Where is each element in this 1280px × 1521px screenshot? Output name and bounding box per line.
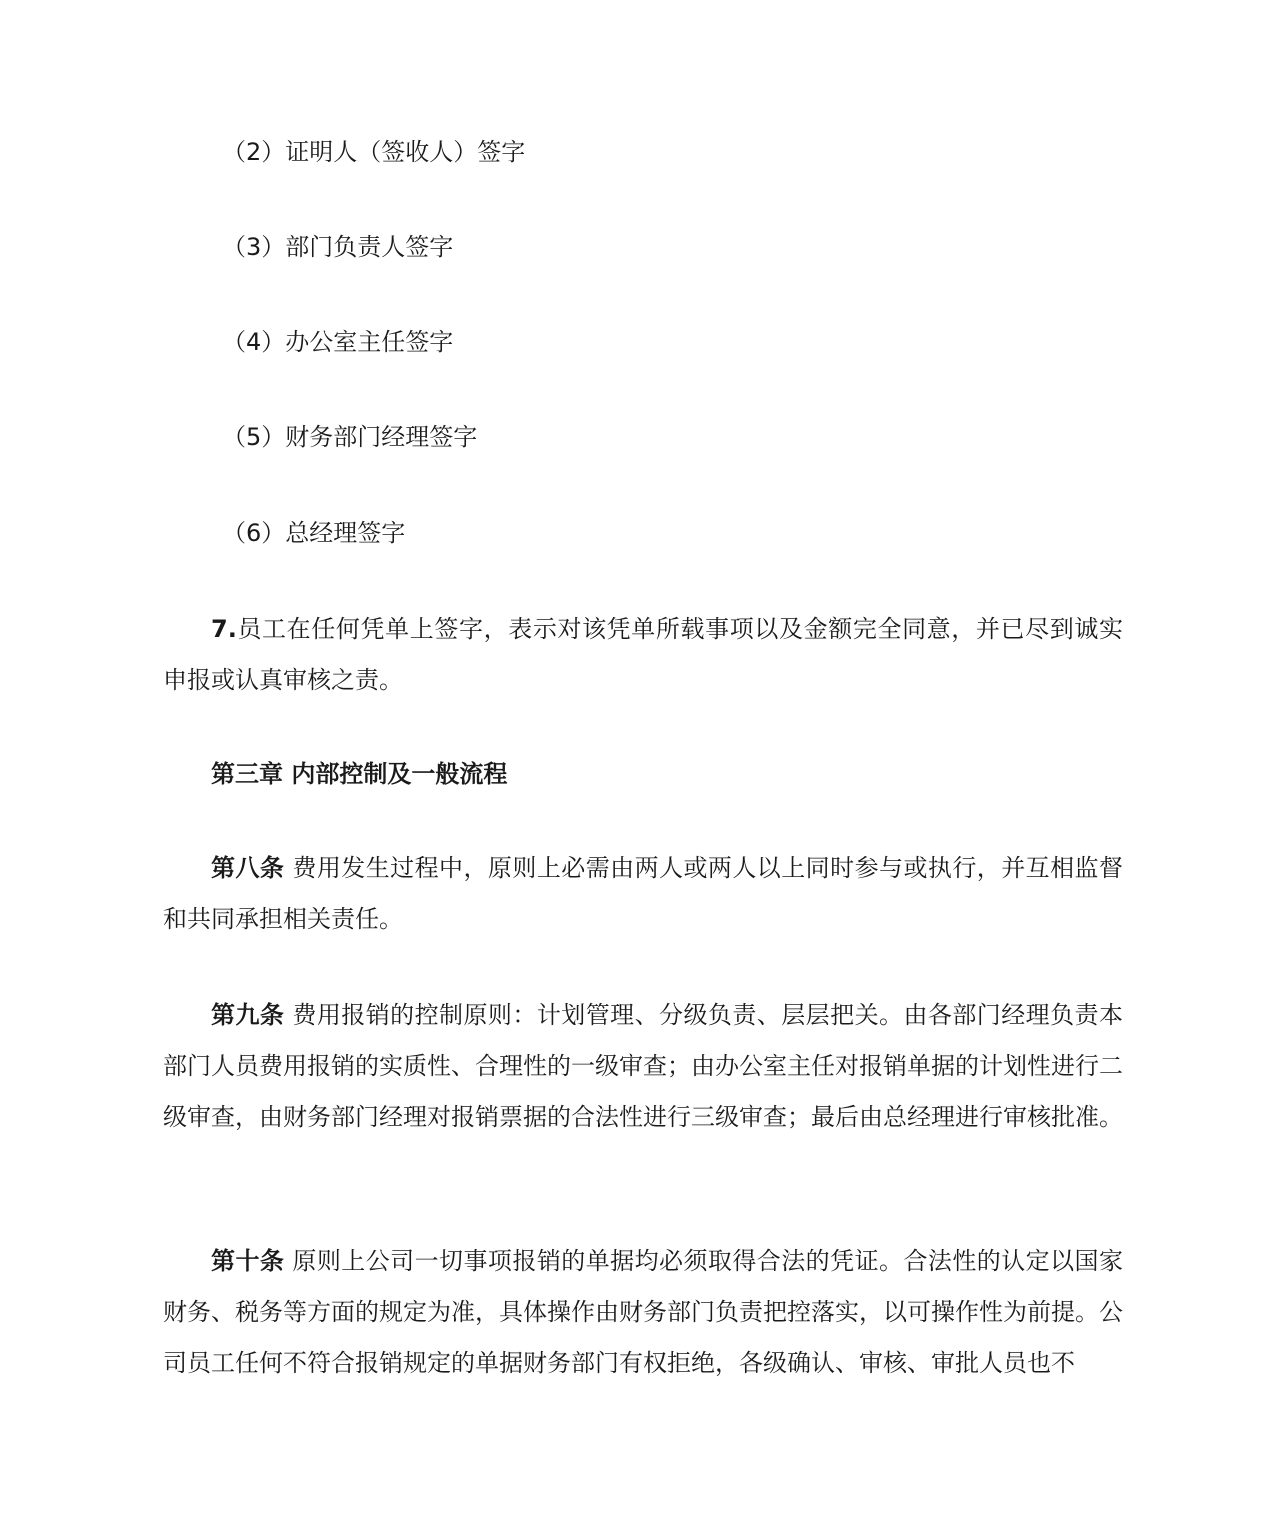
article-9-text: 费用报销的控制原则：计划管理、分级负责、层层把关。由各部门经理负责本部门人员费用报销的实质性、合理性的一级审查；由办公室主任对报销单据的计划性进行二级审查，由财务部门经理对报销票据的合法性进行三级审查；最后由总经理进行审核批准。 xyxy=(163,1001,1123,1131)
signature-item-5: （5）财务部门经理签字 xyxy=(222,423,478,451)
article-8-label: 第八条 xyxy=(211,854,285,882)
article-10-text: 原则上公司一切事项报销的单据均必须取得合法的凭证。合法性的认定以国家财务、税务等方面的规定为准，具体操作由财务部门负责把控落实，以可操作性为前提。公司员工任何不符合报销规定的单据财务部门有权拒绝，各级确认、审核、审批人员也不 xyxy=(163,1247,1123,1377)
item-7-text: 员工在任何凭单上签字，表示对该凭单所载事项以及金额完全同意，并已尽到诚实申报或认真审核之责。 xyxy=(163,615,1123,694)
signature-item-4: （4）办公室主任签字 xyxy=(222,328,454,356)
signature-item-3: （3）部门负责人签字 xyxy=(222,233,454,261)
article-8-paragraph xyxy=(163,843,1123,945)
article-10-label: 第十条 xyxy=(211,1247,285,1275)
item-7-number: 7. xyxy=(211,615,237,643)
chapter-3-heading: 第三章 内部控制及一般流程 xyxy=(211,760,508,788)
article-9-label: 第九条 xyxy=(211,1001,285,1029)
signature-item-2: （2）证明人（签收人）签字 xyxy=(222,138,526,166)
article-9-paragraph xyxy=(163,990,1123,1143)
article-8-text: 费用发生过程中，原则上必需由两人或两人以上同时参与或执行，并互相监督和共同承担相关责任。 xyxy=(163,854,1123,933)
signature-item-6: （6）总经理签字 xyxy=(222,519,406,547)
article-10-paragraph xyxy=(163,1236,1123,1389)
item-7-paragraph xyxy=(163,604,1123,706)
